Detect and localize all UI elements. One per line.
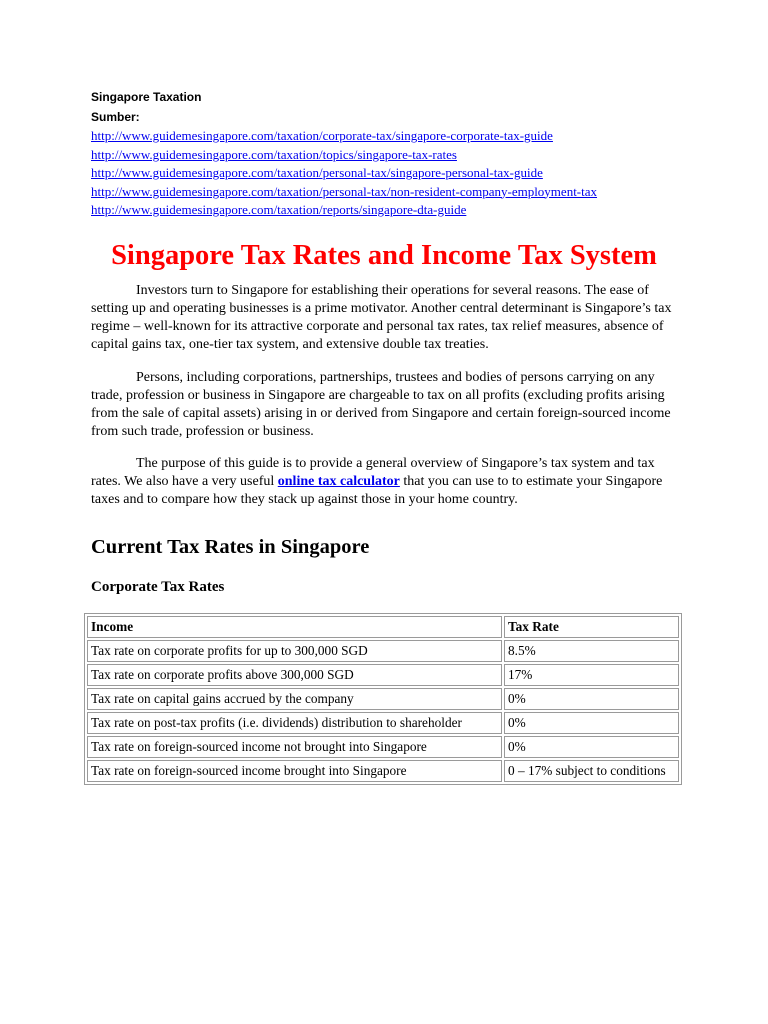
source-link[interactable]: http://www.guidemesingapore.com/taxation/reports/singapore-dta-guide xyxy=(91,202,467,217)
source-label: Sumber: xyxy=(91,110,140,124)
corporate-tax-rates-table xyxy=(84,613,682,785)
article-heading: Singapore Tax Rates and Income Tax System xyxy=(111,240,657,271)
section-heading: Current Tax Rates in Singapore xyxy=(91,536,370,558)
income-cell: Tax rate on capital gains accrued by the company xyxy=(87,688,502,710)
income-cell: Tax rate on foreign-sourced income brought into Singapore xyxy=(87,760,502,782)
source-link[interactable]: http://www.guidemesingapore.com/taxation/topics/singapore-tax-rates xyxy=(91,146,457,162)
table-row xyxy=(87,640,679,662)
table-row xyxy=(87,736,679,758)
tax-rate-cell: 0 – 17% subject to conditions xyxy=(504,760,679,782)
tax-rate-cell: 0% xyxy=(504,736,679,758)
source-link[interactable]: http://www.guidemesingapore.com/taxation/corporate-tax/singapore-corporate-tax-guide xyxy=(91,128,553,143)
paragraph-chargeable: Persons, including corporations, partnerships, trustees and bodies of persons carrying on any trade, profession or business in Singapore are chargeable to tax on all profits (excluding profits arising from the sale of capital assets) arising in or derived from Singapore and certain foreign-sourced income from such trade, profession or business. xyxy=(91,370,671,439)
document-title: Singapore Taxation xyxy=(91,90,202,104)
header-tax-rate: Tax Rate xyxy=(504,616,679,638)
income-cell: Tax rate on post-tax profits (i.e. dividends) distribution to shareholder xyxy=(87,712,502,734)
source-link[interactable]: http://www.guidemesingapore.com/taxation/personal-tax/singapore-personal-tax-guide xyxy=(91,165,543,180)
paragraph-purpose xyxy=(91,455,686,509)
table-header-row xyxy=(87,616,679,638)
header-income: Income xyxy=(87,616,502,638)
paragraph-purpose-text: The purpose of this guide is to provide a general overview of Singapore’s tax system and tax rates. We also have a very useful xyxy=(91,456,655,489)
income-cell: Tax rate on corporate profits for up to 300,000 SGD xyxy=(87,640,502,662)
income-cell: Tax rate on corporate profits above 300,000 SGD xyxy=(87,664,502,686)
source-link[interactable]: http://www.guidemesingapore.com/taxation/personal-tax/non-resident-company-employment-tax xyxy=(91,183,598,199)
table-row xyxy=(87,760,679,782)
table-row xyxy=(87,712,679,734)
tax-rate-cell: 17% xyxy=(504,664,679,686)
tax-rate-cell: 8.5% xyxy=(504,640,679,662)
tax-rate-cell: 0% xyxy=(504,712,679,734)
tax-rate-cell: 0% xyxy=(504,688,679,710)
online-tax-calculator-link[interactable]: online tax calculator xyxy=(277,474,400,489)
table-row xyxy=(87,688,679,710)
source-links xyxy=(91,127,597,220)
paragraph-intro: Investors turn to Singapore for establishing their operations for several reasons. The ease of setting up and operating businesses is a prime motivator. Another central determinant is Singapore’s tax regime – well-known for its attractive corporate and personal tax rates, tax relief measures, absence of capital gains tax, one-tier tax system, and extensive double tax treaties. xyxy=(91,283,672,352)
subsection-heading: Corporate Tax Rates xyxy=(91,579,225,595)
income-cell: Tax rate on foreign-sourced income not brought into Singapore xyxy=(87,736,502,758)
paragraph-purpose-text-end: that you can use to to estimate your Singapore taxes and to compare how they stack up against those in your home country. xyxy=(91,474,663,507)
table-row xyxy=(87,664,679,686)
